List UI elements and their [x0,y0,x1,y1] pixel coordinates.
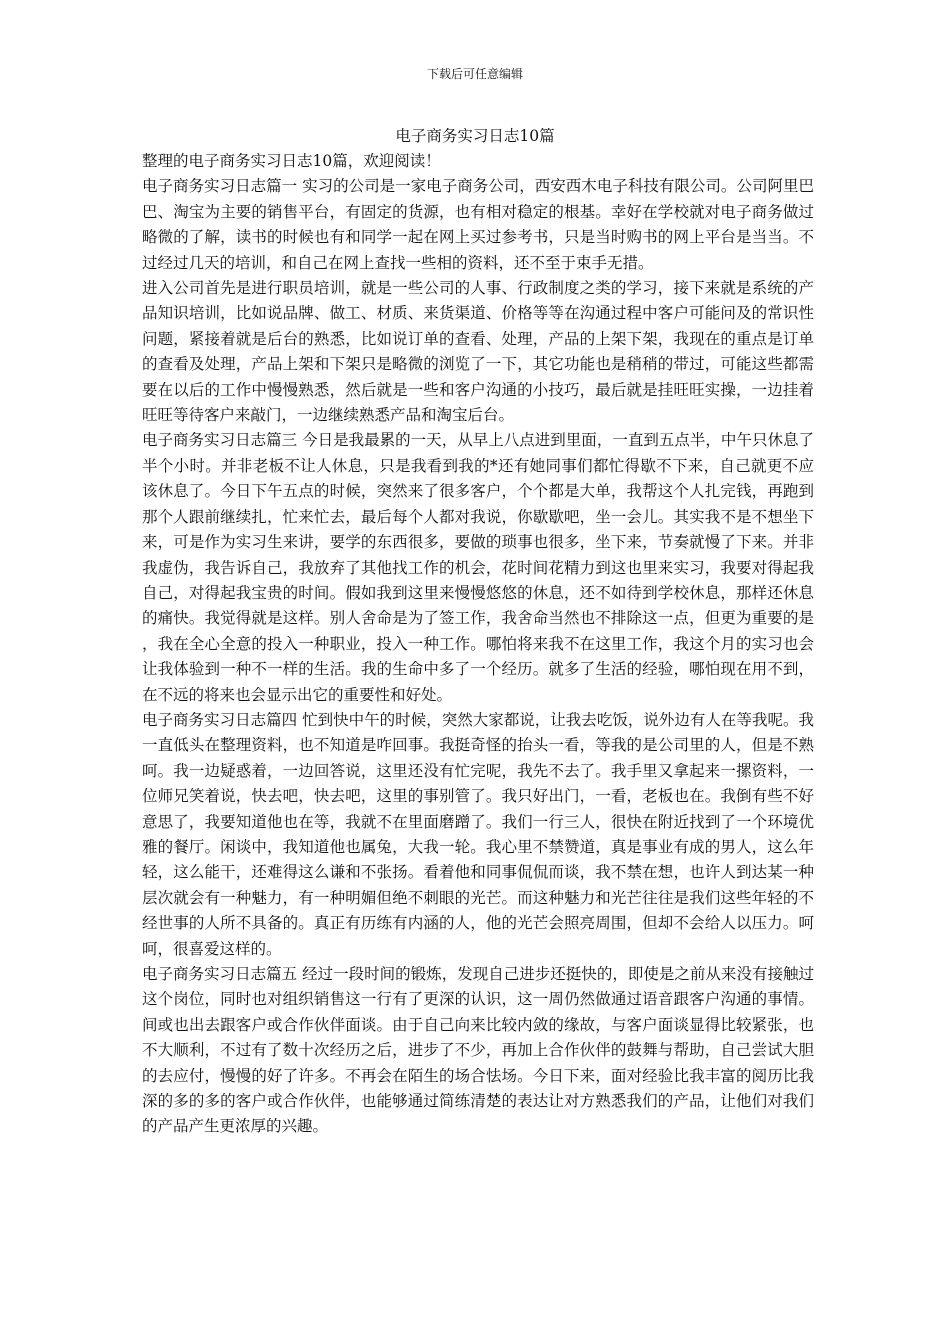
document-title: 电子商务实习日志10篇 [395,127,555,145]
log-entry-1: 电子商务实习日志篇一 实习的公司是一家电子商务公司，西安西木电子科技有限公司。公司阿里巴巴、淘宝为主要的销售平台，有固定的货源，也有相对稳定的根基。幸好在学校就对电子商务做过略微的了解，读书的时候也有和同学一起在网上买过参考书，只是当时购书的网上平台是当当。不过经过几天的培训，和自己在网上查找一些相的资料，还不至于束手无措。 [142,177,814,272]
page-header-watermark: 下载后可任意编辑 [426,67,523,81]
intro-paragraph: 整理的电子商务实习日志10篇，欢迎阅读！ [142,152,441,170]
log-entry-4: 电子商务实习日志篇四 忙到快中午的时候，突然大家都说，让我去吃饭，说外边有人在等我呢。我一直低头在整理资料，也不知道是咋回事。我挺奇怪的抬头一看，等我的是公司里的人，但是不熟呵。我一边疑惑着，一边回答说，这里还没有忙完呢，我先不去了。我手里又拿起来一摞资料，一位师兄笑着说，快去吧，快去吧，这里的事别管了。我只好出门，一看，老板也在。我倒有些不好意思了，我要知道他也在等，我就不在里面磨蹭了。我们一行三人，很快在附近找到了一个环境优雅的餐厅。闲谈中，我知道他也属兔，大我一轮。我心里不禁赞道，真是事业有成的男人，这么年轻，这么能干，还难得这么谦和不张扬。看着他和同事侃侃而谈，我不禁在想，也许人到达某一种层次就会有一种魅力，有一种明媚但绝不刺眼的光芒。而这种魅力和光芒往往是我们这些年轻的不经世事的人所不具备的。真正有历练有内涵的人，他的光芒会照亮周围，但却不会给人以压力。呵呵，很喜爱这样的。 [142,710,814,958]
log-entry-5: 电子商务实习日志篇五 经过一段时间的锻炼，发现自己进步还挺快的，即使是之前从来没有接触过这个岗位，同时也对组织销售这一行有了更深的认识，这一周仍然做通过语音跟客户沟通的事情。间或也出去跟客户或合作伙伴面谈。由于自己向来比较内敛的缘故，与客户面谈显得比较紧张，也不大顺利，不过有了数十次经历之后，进步了不少，再加上合作伙伴的鼓舞与帮助，自己尝试大胆的去应付，慢慢的好了许多。不再会在陌生的场合怯场。今日下来，面对经验比我丰富的阅历比我深的多的多的客户或合作伙伴，也能够通过简练清楚的表达让对方熟悉我们的产品，让他们对我们的产品产生更浓厚的兴趣。 [142,965,814,1136]
log-entry-2: 进入公司首先是进行职员培训，就是一些公司的人事、行政制度之类的学习，接下来就是系统的产品知识培训，比如说品牌、做工、材质、来货渠道、价格等等在沟通过程中客户可能问及的常识性问题，紧接着就是后台的熟悉，比如说订单的查看、处理，产品的上架下架，我现在的重点是订单的查看及处理，产品上架和下架只是略微的浏览了一下，其它功能也是稍稍的带过，可能这些都需要在以后的工作中慢慢熟悉，然后就是一些和客户沟通的小技巧，最后就是挂旺旺实操，一边挂着旺旺等待客户来敲门，一边继续熟悉产品和淘宝后台。 [142,279,814,425]
document-body [142,149,814,1140]
log-entry-3: 电子商务实习日志篇三 今日是我最累的一天，从早上八点进到里面，一直到五点半，中午只休息了半个小时。并非老板不让人休息，只是我看到我的*还有她同事们都忙得歇不下来，自己就更不应该休息了。今日下午五点的时候，突然来了很多客户，个个都是大单，我帮这个人扎完钱，再跑到那个人跟前继续扎，忙来忙去，最后每个人都对我说，你歇歇吧，坐一会儿。其实我不是不想坐下来，可是作为实习生来讲，要学的东西很多，要做的琐事也很多，坐下来，节奏就慢了下来。并非我虚伪，我告诉自己，我放弃了其他找工作的机会，花时间花精力到这也里来实习，我要对得起我自己，对得起我宝贵的时间。假如我到这里来慢慢悠悠的休息，还不如待到学校休息，那样还休息的痛快。我觉得就是这样。别人舍命是为了签工作，我舍命当然也不排除这一点，但更为重要的是，我在全心全意的投入一种职业，投入一种工作。哪怕将来我不在这里工作，我这个月的实习也会让我体验到一种不一样的生活。我的生命中多了一个经历。就多了生活的经验，哪怕现在用不到，在不远的将来也会显示出它的重要性和好处。 [142,431,814,704]
